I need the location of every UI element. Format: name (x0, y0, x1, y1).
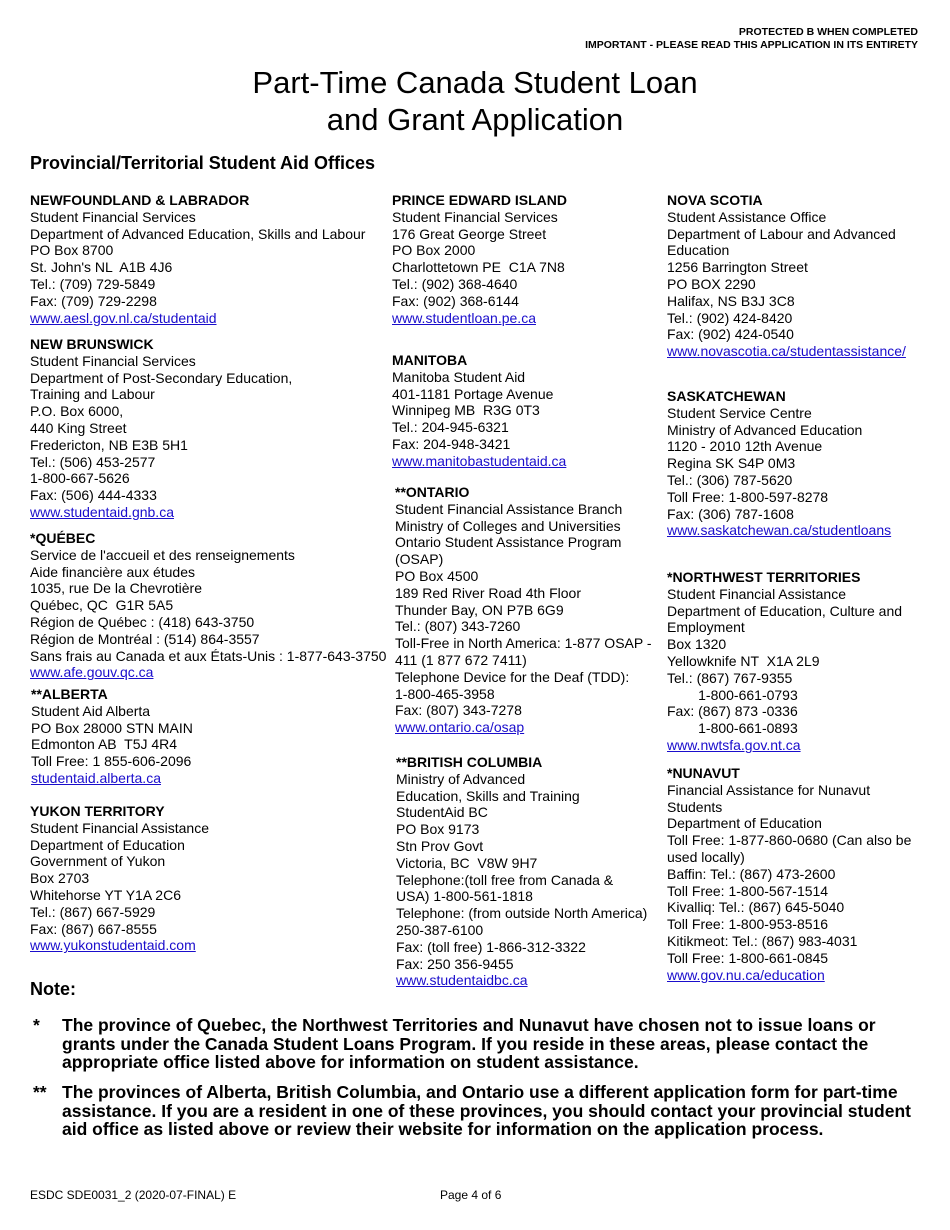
office-line: Ministry of Advanced Education (667, 421, 863, 438)
office-line: Halifax, NS B3J 3C8 (667, 292, 795, 309)
office-title: MANITOBA (392, 352, 468, 368)
office-line: Student Financial Services (30, 208, 196, 225)
office-block (30, 192, 390, 326)
office-line: Ontario Student Assistance Program (395, 534, 622, 551)
office-title: NOVA SCOTIA (667, 192, 763, 208)
note-marker: ** (33, 1082, 47, 1102)
office-line: Regina SK S4P 0M3 (667, 455, 796, 472)
office-line: Service de l'accueil et des renseignements (30, 546, 295, 563)
office-website-link[interactable]: www.afe.gouv.qc.ca (30, 664, 154, 681)
office-line: Student Service Centre (667, 404, 812, 421)
office-line: Sans frais au Canada et aux États-Unis : 1-877-643-3750 (30, 647, 387, 664)
office-website-link[interactable]: www.studentaid.gnb.ca (30, 503, 174, 520)
office-line: Fax: 250 356-9455 (396, 955, 514, 972)
office-line: Telephone: (from outside North America) (396, 905, 648, 922)
office-line: Toll-Free in North America: 1-877 OSAP - (395, 635, 652, 652)
office-title: YUKON TERRITORY (30, 803, 165, 819)
office-line: Department of Education, Culture and (667, 602, 903, 619)
office-line: Fax: (807) 343-7278 (395, 702, 522, 719)
office-line: 1-800-667-5626 (30, 470, 130, 487)
office-line: Toll Free: 1-800-597-8278 (667, 488, 829, 505)
office-website-link[interactable]: www.manitobastudentaid.ca (392, 452, 567, 469)
office-line: 250-387-6100 (396, 921, 484, 938)
office-line: Department of Education (667, 815, 822, 832)
office-line: Students (667, 798, 723, 815)
office-line: Thunder Bay, ON P7B 6G9 (395, 601, 564, 618)
office-website-link[interactable]: www.novascotia.ca/studentassistance/ (667, 343, 906, 360)
office-line: Région de Montréal : (514) 864-3557 (30, 630, 260, 647)
note-item-alberta (30, 1083, 920, 1139)
office-line: 1120 - 2010 12th Avenue (667, 438, 823, 455)
office-line: Yellowknife NT X1A 2L9 (667, 652, 820, 669)
office-website-link[interactable]: www.studentloan.pe.ca (392, 309, 536, 326)
office-title: NEW BRUNSWICK (30, 336, 154, 352)
office-line: Stn Prov Govt (396, 837, 484, 854)
office-website-link[interactable]: www.yukonstudentaid.com (30, 937, 196, 954)
office-line: Financial Assistance for Nunavut (667, 781, 871, 798)
office-line: Toll Free: 1-800-567-1514 (667, 882, 829, 899)
office-line: Tel.: (902) 368-4640 (392, 275, 518, 292)
office-block (396, 754, 661, 989)
office-line: Education, Skills and Training (396, 787, 580, 804)
office-block (30, 530, 390, 681)
office-line: Whitehorse YT Y1A 2C6 (30, 886, 181, 903)
office-line: Manitoba Student Aid (392, 368, 526, 385)
office-line: PO Box 2000 (392, 242, 476, 259)
office-line: Ministry of Colleges and Universities (395, 517, 621, 534)
office-line: Student Financial Assistance Branch (395, 500, 623, 517)
office-line: Fax: (709) 729-2298 (30, 292, 157, 309)
office-line: Toll Free: 1-800-661-0845 (667, 949, 829, 966)
office-line: P.O. Box 6000, (30, 403, 124, 420)
page-title-line-1: Part-Time Canada Student Loan (252, 65, 698, 100)
office-line: Toll Free: 1-800-953-8516 (667, 916, 829, 933)
page-number: Page 4 of 6 (440, 1188, 502, 1202)
office-line: Department of Advanced Education, Skills and Labour (30, 225, 366, 242)
office-line: (OSAP) (395, 551, 444, 568)
office-block (392, 192, 657, 326)
office-line: Telephone Device for the Deaf (TDD): (395, 668, 630, 685)
office-line: Telephone:(toll free from Canada & (396, 871, 614, 888)
office-line: Tel.: (867) 767-9355 (667, 669, 793, 686)
office-block (395, 484, 660, 736)
note-item-quebec (30, 1016, 920, 1072)
office-line: USA) 1-800-561-1818 (396, 888, 533, 905)
office-line: Employment (667, 619, 745, 636)
note-marker: * (33, 1015, 40, 1035)
office-line: Fax: 204-948-3421 (392, 435, 511, 452)
office-block (667, 765, 917, 983)
office-line: Tel.: (306) 787-5620 (667, 471, 793, 488)
office-line: Winnipeg MB R3G 0T3 (392, 402, 540, 419)
office-line: Baffin: Tel.: (867) 473-2600 (667, 865, 836, 882)
office-line: Fax: (306) 787-1608 (667, 505, 794, 522)
office-title: **ONTARIO (395, 484, 470, 500)
office-line: Toll Free: 1 855-606-2096 (31, 753, 192, 770)
office-block (30, 803, 390, 954)
office-line: 401-1181 Portage Avenue (392, 385, 554, 402)
office-line: Tel.: (807) 343-7260 (395, 618, 521, 635)
office-title: **BRITISH COLUMBIA (396, 754, 543, 770)
office-line: Box 2703 (30, 870, 90, 887)
office-website-link[interactable]: www.aesl.gov.nl.ca/studentaid (30, 309, 217, 326)
office-line: Student Financial Assistance (667, 585, 846, 602)
section-heading: Provincial/Territorial Student Aid Offices (30, 153, 376, 173)
office-website-link[interactable]: www.nwtsfa.gov.nt.ca (667, 736, 801, 753)
office-title: *NUNAVUT (667, 765, 740, 781)
office-line: Tel.: 204-945-6321 (392, 419, 509, 436)
office-line: Québec, QC G1R 5A5 (30, 597, 174, 614)
office-line: PO Box 8700 (30, 242, 114, 259)
office-title: NEWFOUNDLAND & LABRADOR (30, 192, 250, 208)
office-line: Fredericton, NB E3B 5H1 (30, 436, 188, 453)
office-line: Kivalliq: Tel.: (867) 645-5040 (667, 899, 845, 916)
office-title: **ALBERTA (31, 686, 108, 702)
note-text: The provinces of Alberta, British Columbia, and Ontario use a different application form for part-time assistance. If you are a resident in one of these provinces, you should contact your provincial student aid office as listed above or review their website for information on the application process. (62, 1082, 911, 1139)
office-website-link[interactable]: studentaid.alberta.ca (31, 769, 161, 786)
office-line: 1256 Barrington Street (667, 259, 808, 276)
office-line: 1035, rue De la Chevrotière (30, 580, 202, 597)
office-line: Department of Labour and Advanced (667, 225, 896, 242)
office-line: 411 (1 877 672 7411) (395, 651, 527, 668)
office-line: Education (667, 242, 730, 259)
office-line: PO Box 4500 (395, 567, 479, 584)
office-line: 189 Red River Road 4th Floor (395, 584, 581, 601)
office-line: 440 King Street (30, 419, 127, 436)
office-line: used locally) (667, 848, 745, 865)
office-line: Tel.: (867) 667-5929 (30, 903, 156, 920)
office-line: 1-800-661-0793 (667, 686, 798, 703)
document-header (585, 26, 918, 52)
office-block (667, 388, 917, 539)
office-block (31, 686, 391, 787)
office-block (667, 192, 917, 360)
office-line: Victoria, BC V8W 9H7 (396, 854, 538, 871)
office-line: Kitikmeot: Tel.: (867) 983-4031 (667, 932, 858, 949)
office-title: *NORTHWEST TERRITORIES (667, 569, 861, 585)
office-line: Ministry of Advanced (396, 770, 526, 787)
office-block (30, 336, 390, 521)
office-line: Tel.: (902) 424-8420 (667, 309, 793, 326)
office-line: Department of Education (30, 836, 185, 853)
office-line: Department of Post-Secondary Education, (30, 369, 293, 386)
office-line: Student Aid Alberta (31, 702, 151, 719)
office-line: Government of Yukon (30, 853, 166, 870)
note-label: Note: (30, 979, 76, 999)
office-line: Charlottetown PE C1A 7N8 (392, 259, 565, 276)
note-text: The province of Quebec, the Northwest Territories and Nunavut have chosen not to issue loans or grants under the Canada Student Loans Program. If you reside in these areas, please contact the appropriate office listed above for information on student assistance. (62, 1015, 876, 1072)
office-line: Aide financière aux études (30, 563, 195, 580)
office-line: Edmonton AB T5J 4R4 (31, 736, 178, 753)
office-line: PO BOX 2290 (667, 275, 756, 292)
page-title-line-2: and Grant Application (326, 102, 624, 137)
office-line: Fax: (toll free) 1-866-312-3322 (396, 938, 586, 955)
office-title: SASKATCHEWAN (667, 388, 786, 404)
page-title (0, 64, 950, 138)
office-line: Student Financial Services (392, 208, 558, 225)
office-line: StudentAid BC (396, 804, 488, 821)
office-line: Fax: (867) 667-8555 (30, 920, 157, 937)
office-line: Région de Québec : (418) 643-3750 (30, 613, 255, 630)
office-block (392, 352, 657, 470)
office-line: Student Assistance Office (667, 208, 827, 225)
office-website-link[interactable]: www.gov.nu.ca/education (667, 966, 825, 983)
office-line: Fax: (902) 424-0540 (667, 326, 794, 343)
office-line: Student Financial Assistance (30, 819, 209, 836)
office-line: Training and Labour (30, 386, 155, 403)
form-id: ESDC SDE0031_2 (2020-07-FINAL) E (30, 1188, 237, 1202)
office-line: PO Box 9173 (396, 821, 480, 838)
office-line: Toll Free: 1-877-860-0680 (Can also be (667, 832, 912, 849)
office-line: Fax: (902) 368-6144 (392, 292, 519, 309)
office-line: Box 1320 (667, 636, 727, 653)
office-website-link[interactable]: www.studentaidbc.ca (396, 972, 528, 989)
office-website-link[interactable]: www.ontario.ca/osap (395, 719, 525, 736)
office-line: Student Financial Services (30, 352, 196, 369)
office-title: *QUÉBEC (30, 530, 96, 546)
office-line: 176 Great George Street (392, 225, 547, 242)
office-line: Fax: (506) 444-4333 (30, 487, 157, 504)
office-line: PO Box 28000 STN MAIN (31, 719, 193, 736)
office-line: St. John's NL A1B 4J6 (30, 259, 173, 276)
office-line: 1-800-661-0893 (667, 720, 798, 737)
protected-label: PROTECTED B WHEN COMPLETED (738, 26, 918, 38)
office-website-link[interactable]: www.saskatchewan.ca/studentloans (667, 522, 892, 539)
office-line: Tel.: (709) 729-5849 (30, 275, 156, 292)
important-label: IMPORTANT - PLEASE READ THIS APPLICATION IN ITS ENTIRETY (585, 39, 918, 51)
office-line: Fax: (867) 873 -0336 (667, 703, 798, 720)
office-line: Tel.: (506) 453-2577 (30, 453, 156, 470)
office-block (667, 569, 917, 754)
office-line: 1-800-465-3958 (395, 685, 495, 702)
office-title: PRINCE EDWARD ISLAND (392, 192, 568, 208)
